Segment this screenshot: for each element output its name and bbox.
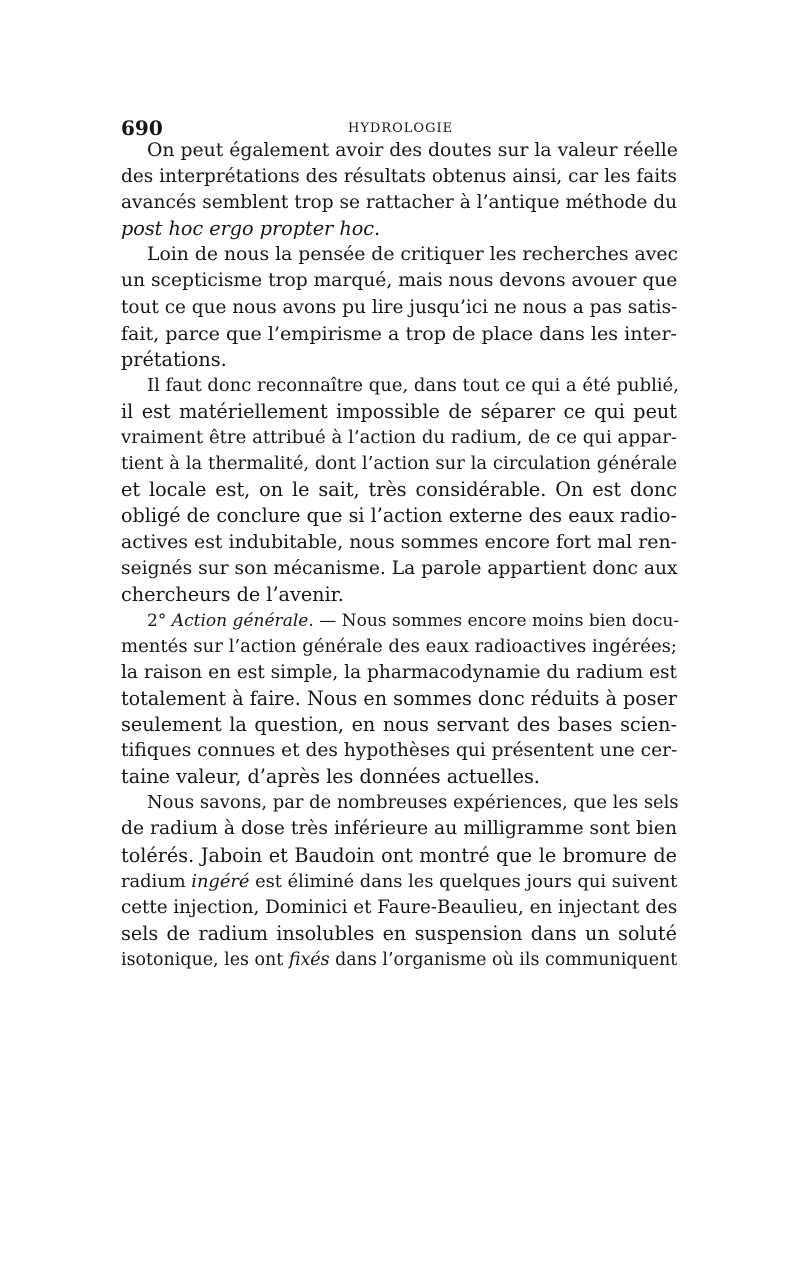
text-line: la raison en est simple, la pharmacodynamie du radium est [121, 661, 677, 683]
running-head: HYDROLOGIE [348, 121, 454, 136]
text-line: de radium à dose très inférieure au milligramme sont bien [121, 818, 678, 840]
text-line: il est matériellement impossible de séparer ce qui peut [121, 399, 677, 423]
latin-phrase: post hoc ergo propter hoc [121, 217, 374, 241]
text-line: On peut également avoir des doutes sur la valeur réelle [147, 140, 678, 161]
text-line: sels de radium insolubles en suspension dans un soluté [121, 921, 677, 945]
text-line: post hoc ergo propter hoc. [121, 217, 381, 241]
text-line: avancés semblent trop se rattacher à l’antique méthode du [121, 192, 677, 214]
text-line: tout ce que nous avons pu lire jusqu’ici ne nous a pas satis- [121, 296, 678, 318]
text-line: fait, parce que l’empirisme a trop de place dans les inter- [121, 322, 677, 345]
text-line: et locale est, on le sait, très considérable. On est donc [121, 478, 677, 502]
text-line: seignés sur son mécanisme. La parole appartient donc aux [121, 557, 678, 579]
text-line: seulement la question, en nous servant des bases scien- [121, 713, 677, 737]
text-line: tolérés. Jaboin et Baudoin ont montré que le bromure de [121, 843, 677, 867]
text-line: obligé de conclure que si l’action externe des eaux radio- [121, 504, 677, 528]
section-title: Action générale [171, 610, 309, 631]
text-line: isotonique, les ont fixés dans l’organisme où ils communiquent [121, 949, 678, 970]
page-header [121, 117, 677, 139]
text-line: radium ingéré est éliminé dans les quelques jours qui suivent [121, 870, 678, 892]
italic-word: fixés [288, 949, 330, 970]
text-line: vraiment être attribué à l’action du radium, de ce qui appar- [121, 427, 677, 449]
text-line: totalement à faire. Nous en sommes donc réduits à poser [121, 686, 677, 710]
text-line: tient à la thermalité, dont l’action sur la circulation générale [121, 453, 677, 475]
text-line: prétations. [121, 347, 227, 371]
text-line: Nous savons, par de nombreuses expériences, que les sels [147, 792, 679, 814]
text-line: 2° Action générale. — Nous sommes encore moins bien docu- [147, 610, 680, 631]
text-line: cette injection, Dominici et Faure-Beaulieu, en injectant des [121, 896, 678, 918]
text-line: chercheurs de l’avenir. [121, 582, 344, 606]
text-line: Loin de nous la pensée de critiquer les recherches avec [147, 244, 678, 266]
body-text [121, 138, 680, 973]
text-line: un scepticisme trop marqué, mais nous devons avouer que [121, 270, 678, 292]
text-line: des interprétations des résultats obtenus ainsi, car les faits [121, 166, 677, 188]
text-line: taine valeur, d’après les données actuelles. [121, 765, 540, 789]
italic-word: ingéré [191, 870, 250, 892]
page-number: 690 [121, 116, 163, 140]
text-line: actives est indubitable, nous sommes encore fort mal ren- [121, 531, 677, 554]
text-line: tifiques connues et des hypothèses qui présentent une cer- [121, 740, 678, 762]
text-line: mentés sur l’action générale des eaux radioactives ingérées; [121, 635, 677, 657]
text-line: Il faut donc reconnaître que, dans tout ce qui a été publié, [147, 374, 679, 396]
